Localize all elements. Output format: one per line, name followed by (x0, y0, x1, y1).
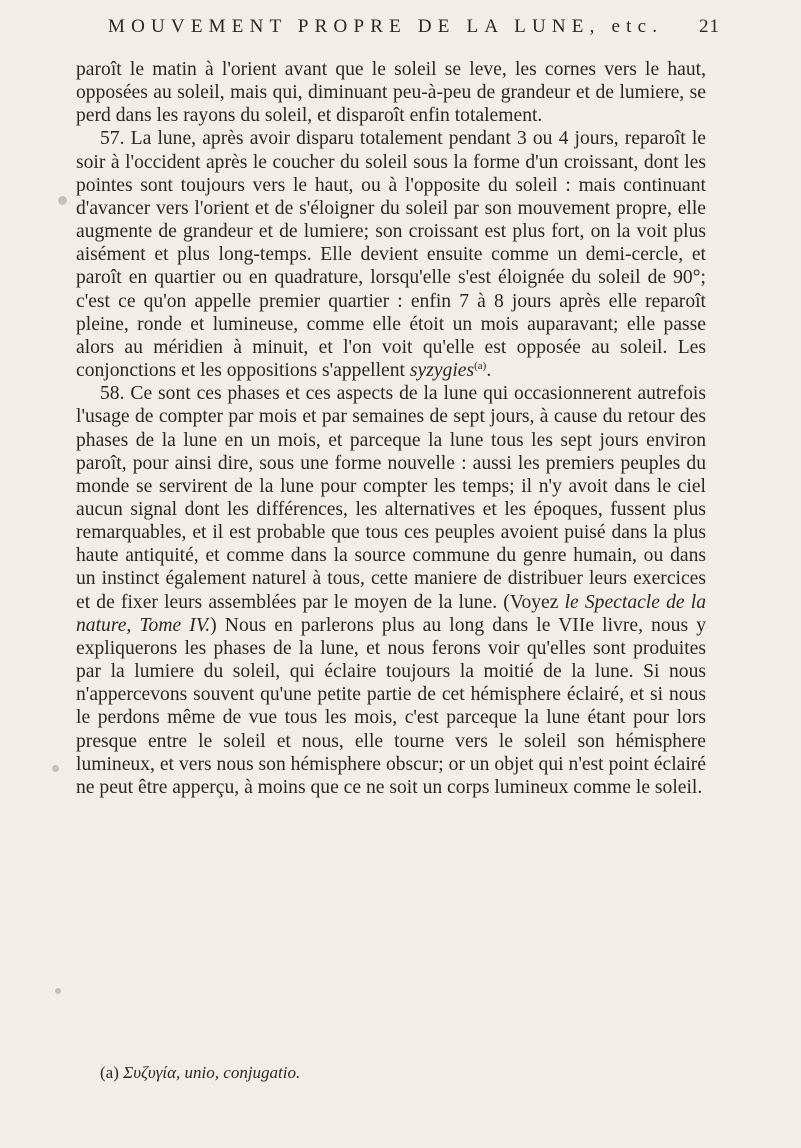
paragraph-58-text-b: ) Nous en parlerons plus au long dans le VIIe livre, nous y expliquerons les phases de la lune, et nous ferons voir qu'elles sont produites par la lumiere du soleil, qui éclaire toujours la moitié de la lune. Si nous n'appercevons souvent qu'une petite partie de cet hémisphere éclairé, et si nous le perdons même de vue tous les mois, c'est parceque la lune étant pour lors presque entre le soleil et nous, elle tourne vers le soleil son hémisphere lumineux, et vers nous son hémisphere obscur; or un objet qui n'est point éclairé ne peut être apperçu, à moins que ce ne soit un corps lumineux comme le soleil. (76, 614, 707, 798)
term-syzygies: syzygies (409, 360, 475, 382)
paper-spot (55, 988, 61, 994)
paragraph-58 (76, 382, 706, 799)
running-title: MOUVEMENT PROPRE DE LA LUNE, etc. (108, 16, 664, 37)
footnote-mark: (a) (100, 1063, 119, 1082)
paper-spot (52, 765, 59, 772)
paragraph-57-text: 57. La lune, après avoir disparu totalement pendant 3 ou 4 jours, reparoît le soir à l'occident après le coucher du soleil sous la forme d'un croissant, dont les pointes sont toujours vers le haut, ou à l'opposite du soleil : mais continuant d'avancer vers l'orient et de s'éloigner du soleil par son mouvement propre, elle augmente de grandeur et de lumiere; son croissant est plus fort, on la voit plus aisément et plus long-temps. Elle devient ensuite comme un demi-cercle, et paroît en quartier ou en quadrature, lorsqu'elle s'est éloignée du soleil de 90°; c'est ce qu'on appelle premier quartier : enfin 7 à 8 jours après elle reparoît pleine, ronde et lumineuse, comme elle étoit un mois auparavant; elle passe alors au méridien à minuit, et l'on voit qu'elle est opposée au soleil. Les conjonctions et les oppositions s'appellent (76, 128, 706, 382)
paragraph-58-text-a: 58. Ce sont ces phases et ces aspects de la lune qui occasionnerent autrefois l'usage de compter par mois et par semaines de sept jours, à cause du retour des phases de la lune en un mois, et parceque la lune tous les sept jours environ paroît, pour ainsi dire, sous une forme nouvelle : aussi les premiers peuples du monde se servirent de la lune pour compter les temps; il n'y avoit dans le ciel aucun signal dont les différences, les alternatives et les époques, fussent plus remarquables, et il est probable que tous ces peuples avoient puisé dans la plus haute antiquité, et comme dans la source commune du genre humain, ou dans un instinct également naturel à tous, cette maniere de distribuer leurs exercices et de fixer leurs assemblées par le moyen de la lune. (Voyez (76, 383, 706, 613)
footnote (100, 1063, 300, 1083)
paper-spot (58, 196, 67, 205)
paragraph-57 (76, 127, 706, 382)
paper-spot (94, 178, 99, 183)
bibliographic-reference: le Spectacle de la nature, Tome IV. (76, 591, 706, 636)
page-number: 21 (699, 16, 720, 37)
running-head (108, 16, 720, 38)
body-text (76, 58, 706, 799)
paragraph-57-end: . (486, 360, 492, 382)
footnote-text: Συζυγία, unio, conjugatio. (123, 1063, 301, 1082)
paragraph-continuation: paroît le matin à l'orient avant que le soleil se leve, les cornes vers le haut, opposées au soleil, mais qui, diminuant peu-à-peu de grandeur et de lumiere, se perd dans les rayons du soleil, et disparoît enfin totalement. (76, 59, 706, 127)
footnote-reference: (a) (474, 360, 487, 373)
